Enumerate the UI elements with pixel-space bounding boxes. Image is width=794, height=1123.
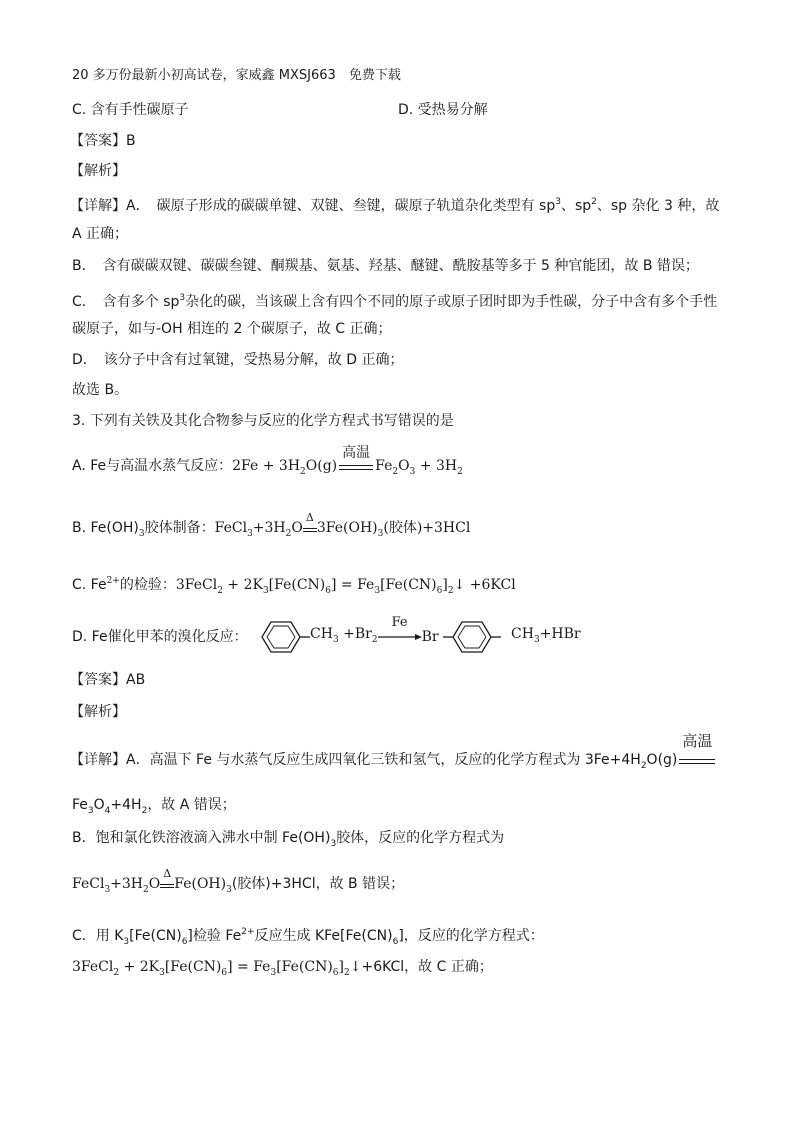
q2-detail-b: B． 含有碳碳双键、碳碳叁键、酮羰基、氨基、羟基、醚键、酰胺基等多于 5 种官能团，故 B 错误；	[72, 258, 699, 274]
q3-detail-b-line1: B．饱和氯化铁溶液滴入沸水中制 $Fe(OH)_3$胶体，反应的化学方程式为	[72, 830, 505, 849]
q3-detail-c-equation: 3FeCl$_2$ + $2K_3[Fe(CN)_6]$ = $Fe_3[Fe(CN)_6]_2↓+6KCl$，故 C 正确；	[72, 959, 493, 978]
q2-detail-c-line1: C． 含有多个 $sp^3$杂化的碳，当该碳上含有四个不同的原子或原子团时即为手性碳，分子中含有多个手性	[72, 293, 718, 310]
q3-option-d: D. Fe催化甲苯的溴化反应： $CH_3 +Br_2$ Fe Br $CH_3+HBr$	[72, 620, 581, 648]
benzene-ring-icon	[252, 620, 310, 654]
q3-detail-a-line1: 【详解】A．高温下 Fe 与水蒸气反应生成四氧化三铁和氢气，反应的化学方程式为 $3Fe+4H_2O(g)$ 高温	[70, 750, 717, 776]
benzene-ring-icon	[443, 620, 511, 654]
q3-answer: 【答案】AB	[70, 672, 146, 688]
reaction-arrow: Fe	[378, 627, 422, 647]
reaction-condition: 高温	[339, 459, 373, 470]
q3-detail-a-line2: $Fe_3O_4+4H_2$，故 A 错误；	[72, 797, 236, 816]
header-ad: 20 多万份最新小初高试卷，家威鑫 MXSJ663 免费下载	[72, 68, 401, 83]
q3-option-c: C. $Fe^{2+}$的检验：3FeCl$_2$ + $2K_3[Fe(CN)_6]$ = $Fe_3[Fe(CN)_6]_2↓ +6KCl$	[72, 576, 516, 596]
q2-answer: 【答案】B	[70, 133, 136, 149]
q2-detail-c-line2: 碳原子，如与-OH 相连的 2 个碳原子，故 C 正确；	[72, 321, 392, 337]
q2-detail-d: D． 该分子中含有过氧键，受热易分解，故 D 正确；	[72, 352, 404, 368]
q2-option-d: D. 受热易分解	[398, 102, 488, 118]
q2-detail-a-line2: A 正确；	[72, 226, 129, 242]
q2-analysis-heading: 【解析】	[70, 163, 126, 179]
q3-option-a: A. Fe与高温水蒸气反应：$2Fe + 3H_2O(g)$ 高温 $Fe_2O_3 + 3H_2$	[72, 445, 463, 477]
q3-option-b: B. $Fe(OH)_3$胶体制备：$FeCl_3+3H_2O$ Δ $3Fe(OH)_3$(胶体)+3HCl	[72, 511, 471, 539]
q3-detail-b-equation: $FeCl_3+3H_2O$ Δ $Fe(OH)_3$(胶体)+3HCl，故 B 错误；	[72, 867, 405, 895]
q3-analysis-heading: 【解析】	[70, 704, 126, 720]
q2-detail-a-line1: 【详解】A． 碳原子形成的碳碳单键、双键、叁键，碳原子轨道杂化类型有 $sp^3$、$sp^2$、sp 杂化 3 种，故	[70, 197, 720, 214]
q2-conclusion: 故选 B。	[72, 382, 129, 398]
q3-detail-c-line1: C．用 $K_3[Fe(CN)_6]$检验 $Fe^{2+}$反应生成 $KFe[Fe(CN)_6]$，反应的化学方程式：	[72, 927, 544, 947]
heat-condition: Δ	[303, 520, 317, 532]
q2-option-c: C. 含有手性碳原子	[72, 102, 189, 118]
q3-stem: 3. 下列有关铁及其化合物参与反应的化学方程式书写错误的是	[72, 413, 454, 429]
